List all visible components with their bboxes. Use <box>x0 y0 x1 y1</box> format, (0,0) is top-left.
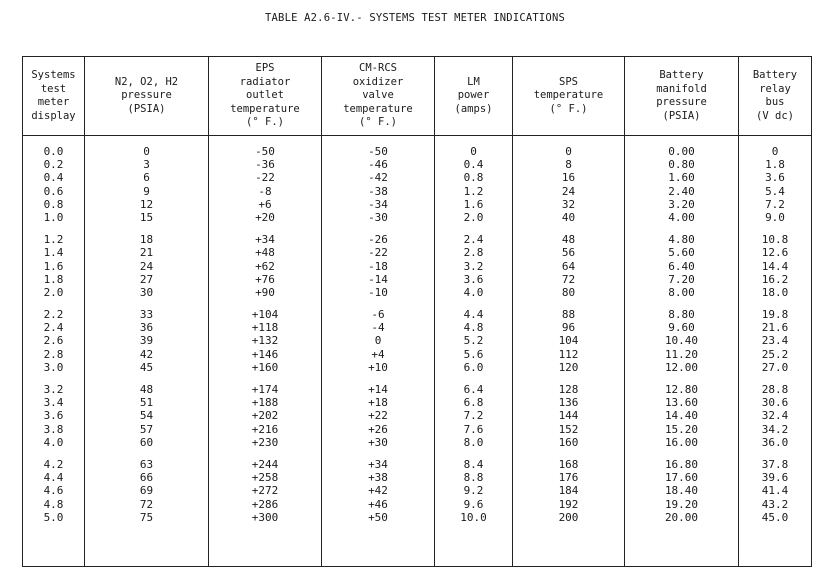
table-cell: -8 <box>258 184 272 198</box>
table-cell: 8.4 <box>463 457 484 471</box>
table-cell: 4.4 <box>43 471 64 485</box>
table-cell: 37.8 <box>761 457 789 471</box>
col-n2-o2-h2-pressure-values <box>85 136 209 567</box>
table-cell: +10 <box>368 360 388 374</box>
table-cell: 66 <box>139 471 154 485</box>
table-cell: 4.2 <box>43 457 64 471</box>
col-eps-radiator-outlet-temp-values <box>209 136 322 567</box>
header-line: (° F.) <box>549 102 588 115</box>
table-cell: 3.6 <box>765 171 785 185</box>
table-cell: 21 <box>139 246 154 260</box>
col-lm-power-header <box>435 57 513 136</box>
table-cell: 18.0 <box>761 285 789 299</box>
header-row <box>23 57 812 136</box>
table-cell: +38 <box>368 471 388 485</box>
table-cell: -42 <box>368 171 388 185</box>
table-cell: 4.80 <box>668 233 695 247</box>
table-cell: 2.40 <box>668 184 695 198</box>
header-line: CM-RCS <box>359 62 397 75</box>
table-cell: 1.2 <box>463 184 484 198</box>
table-cell: 9.2 <box>463 484 484 498</box>
table-cell: 51 <box>139 396 154 410</box>
table-cell: 4.0 <box>43 435 64 449</box>
header-line: SPS <box>559 75 578 88</box>
table-cell: 2.0 <box>463 210 484 224</box>
table-cell: 2.4 <box>43 321 64 335</box>
table-cell: 3.8 <box>43 422 64 436</box>
table-cell: 19.8 <box>761 308 789 322</box>
table-cell: 15.20 <box>664 422 699 436</box>
table-cell: 168 <box>558 457 579 471</box>
group-spacer <box>625 449 738 458</box>
table-cell: 10.40 <box>664 334 699 348</box>
table-cell: 9 <box>143 184 150 198</box>
table-cell: +34 <box>368 457 388 471</box>
table-cell: 23.4 <box>761 334 789 348</box>
table-cell: 54 <box>139 409 154 423</box>
group-spacer <box>322 299 434 308</box>
header-line: (PSIA) <box>662 109 701 122</box>
group-spacer <box>739 299 811 308</box>
table-cell: 33 <box>139 308 154 322</box>
table-cell: +62 <box>255 259 275 273</box>
group-spacer <box>85 299 208 308</box>
table-cell: 19.20 <box>664 497 699 511</box>
table-cell: -4 <box>371 321 385 335</box>
table-cell: 48 <box>561 233 576 247</box>
table-cell: 136 <box>558 396 579 410</box>
table-cell: 18.40 <box>664 484 699 498</box>
table-cell: -22 <box>255 171 275 185</box>
table-cell: 144 <box>558 409 579 423</box>
table-cell: +14 <box>368 383 388 396</box>
table-cell: 184 <box>558 484 579 498</box>
table-cell: -38 <box>368 184 388 198</box>
table-cell: 69 <box>139 484 154 498</box>
table-cell: 0.00 <box>668 145 695 158</box>
col-battery-relay-bus-header <box>739 57 812 136</box>
table-cell: 5.4 <box>765 184 785 198</box>
group-spacer <box>85 224 208 233</box>
header-line: (amps) <box>454 102 493 115</box>
table-cell: 4.4 <box>463 308 484 322</box>
table-cell: 9.0 <box>765 210 785 224</box>
table-cell: +18 <box>368 396 388 410</box>
table-cell: 2.4 <box>463 233 484 247</box>
table-cell: 24 <box>139 259 154 273</box>
table-cell: 13.60 <box>664 396 699 410</box>
col-systems-test-meter-display-header <box>23 57 85 136</box>
table-cell: 4.0 <box>463 285 484 299</box>
table-cell: 3.6 <box>463 272 484 286</box>
table-cell: +46 <box>368 497 388 511</box>
table-cell: 112 <box>558 347 579 361</box>
table-cell: 1.8 <box>43 272 64 286</box>
group-spacer <box>23 224 84 233</box>
table-cell: 32.4 <box>761 409 789 423</box>
table-cell: +216 <box>251 422 279 436</box>
table-cell: 12.00 <box>664 360 699 374</box>
table-cell: 5.6 <box>463 347 484 361</box>
table-cell: -14 <box>368 272 388 286</box>
header-line: (° F.) <box>359 116 397 129</box>
header-line: oxidizer <box>352 75 404 88</box>
table-cell: 36 <box>139 321 154 335</box>
table-cell: +286 <box>251 497 279 511</box>
table-cell: 8.80 <box>668 308 695 322</box>
table-cell: 6.4 <box>463 383 484 396</box>
table-cell: 4.8 <box>463 321 484 335</box>
table-cell: 5.60 <box>668 246 695 260</box>
table-cell: 0 <box>470 145 477 158</box>
table-cell: 45 <box>139 360 154 374</box>
table-cell: 0.0 <box>43 145 64 158</box>
table-cell: 0.4 <box>43 171 64 185</box>
table-cell: 24 <box>561 184 576 198</box>
table-cell: 2.6 <box>43 334 64 348</box>
table-cell: 0 <box>374 334 382 348</box>
table-cell: +4 <box>371 347 385 361</box>
table-cell: 0.6 <box>43 184 64 198</box>
table-cell: 1.6 <box>463 197 484 211</box>
table-cell: 96 <box>561 321 576 335</box>
table-cell: +90 <box>255 285 275 299</box>
group-spacer <box>209 449 321 458</box>
header-line: temperature <box>230 102 300 115</box>
table-cell: +20 <box>255 210 275 224</box>
table-cell: 8.8 <box>463 471 484 485</box>
header-line: Battery <box>659 69 704 81</box>
table-cell: 39.6 <box>761 471 789 485</box>
header-line: manifold <box>656 82 707 95</box>
table-cell: +42 <box>368 484 388 498</box>
table-cell: +26 <box>368 422 388 436</box>
table-cell: 12.80 <box>664 383 699 396</box>
header-line: pressure <box>656 96 707 108</box>
group-spacer <box>23 374 84 383</box>
header-line: display <box>31 109 76 122</box>
table-cell: +76 <box>255 272 275 286</box>
table-cell: 1.0 <box>43 210 64 224</box>
table-cell: 10.0 <box>460 510 487 524</box>
col-systems-test-meter-display-values <box>23 136 85 567</box>
table-cell: -50 <box>368 145 388 158</box>
table-cell: 30 <box>139 285 154 299</box>
col-battery-manifold-pressure-header <box>625 57 739 136</box>
table-cell: 88 <box>561 308 576 322</box>
table-cell: 17.60 <box>664 471 699 485</box>
table-cell: 3.0 <box>43 360 64 374</box>
table-cell: 41.4 <box>761 484 789 498</box>
table-cell: +300 <box>251 510 279 524</box>
table-cell: +146 <box>251 347 279 361</box>
group-spacer <box>209 374 321 383</box>
table-cell: 12 <box>139 197 154 211</box>
table-cell: 11.20 <box>664 347 699 361</box>
col-cm-rcs-oxidizer-valve-temp-values <box>322 136 435 567</box>
col-battery-relay-bus-values <box>739 136 812 567</box>
header-line: (° F.) <box>246 116 284 129</box>
table-cell: 16.00 <box>664 435 699 449</box>
table-cell: 1.2 <box>43 233 64 247</box>
table-cell: 0 <box>143 145 150 158</box>
table-cell: 2.2 <box>43 308 64 322</box>
header-line: relay <box>759 82 791 95</box>
header-line: radiator <box>239 75 291 88</box>
table-cell: +244 <box>251 457 279 471</box>
table-cell: 0.80 <box>668 158 695 172</box>
table-cell: 57 <box>139 422 154 436</box>
table-cell: 27.0 <box>761 360 789 374</box>
table-cell: -30 <box>368 210 388 224</box>
group-spacer <box>435 224 512 233</box>
table-cell: 8.0 <box>463 435 484 449</box>
group-spacer <box>322 374 434 383</box>
group-spacer <box>739 449 811 458</box>
table-cell: 120 <box>558 360 579 374</box>
table-cell: 12.6 <box>761 246 789 260</box>
header-line: Systems <box>31 69 76 81</box>
group-spacer <box>435 449 512 458</box>
table-cell: 20.00 <box>664 510 699 524</box>
group-spacer <box>85 374 208 383</box>
table-cell: 104 <box>558 334 579 348</box>
table-cell: -22 <box>368 246 388 260</box>
group-spacer <box>625 299 738 308</box>
table-cell: 64 <box>561 259 576 273</box>
table-cell: 4.8 <box>43 497 64 511</box>
table-cell: 30.6 <box>761 396 789 410</box>
group-spacer <box>435 374 512 383</box>
header-line: test <box>40 82 67 95</box>
col-battery-manifold-pressure-values <box>625 136 739 567</box>
group-spacer <box>209 224 321 233</box>
table-cell: 16.80 <box>664 457 699 471</box>
table-cell: 1.8 <box>765 158 785 172</box>
header-line: Battery <box>752 69 798 81</box>
header-line: EPS <box>255 62 275 75</box>
table-cell: 160 <box>558 435 579 449</box>
table-cell: 75 <box>139 510 154 524</box>
table-cell: +118 <box>251 321 279 335</box>
table-cell: 7.6 <box>463 422 484 436</box>
table-cell: 16 <box>561 171 576 185</box>
table-cell: 1.6 <box>43 259 64 273</box>
table-cell: 28.8 <box>761 383 789 396</box>
col-sps-temperature-values <box>513 136 625 567</box>
table-cell: -50 <box>255 145 275 158</box>
table-cell: 40 <box>561 210 576 224</box>
table-cell: 0.2 <box>43 158 64 172</box>
table-cell: 4.6 <box>43 484 64 498</box>
table-cell: +34 <box>255 233 275 247</box>
table-cell: 6.8 <box>463 396 484 410</box>
header-line: N2, O2, H2 <box>114 75 179 88</box>
table-cell: +48 <box>255 246 275 260</box>
table-cell: +160 <box>251 360 279 374</box>
header-line: temperature <box>533 89 604 102</box>
table-cell: +174 <box>251 383 279 396</box>
header-line: valve <box>362 89 394 102</box>
table-cell: +50 <box>368 510 388 524</box>
table-cell: 3.20 <box>668 197 695 211</box>
table-cell: 8.00 <box>668 285 695 299</box>
table-cell: 72 <box>139 497 154 511</box>
header-line: meter <box>37 96 70 108</box>
col-eps-radiator-outlet-temp-header <box>209 57 322 136</box>
table-cell: -34 <box>368 197 388 211</box>
header-line: bus <box>765 96 785 108</box>
table-cell: 176 <box>558 471 579 485</box>
table-cell: -18 <box>368 259 388 273</box>
table-cell: 43.2 <box>761 497 789 511</box>
group-spacer <box>209 299 321 308</box>
table-cell: 80 <box>561 285 576 299</box>
table-cell: 60 <box>139 435 154 449</box>
table-cell: -26 <box>368 233 388 247</box>
meter-indications-table <box>22 56 812 567</box>
table-cell: 5.2 <box>463 334 484 348</box>
table-cell: 4.00 <box>668 210 695 224</box>
group-spacer <box>513 374 624 383</box>
group-spacer <box>322 224 434 233</box>
table-cell: 48 <box>139 383 154 396</box>
table-cell: 8 <box>565 158 572 172</box>
table-cell: 3.2 <box>43 383 64 396</box>
table-cell: -6 <box>371 308 385 322</box>
table-cell: 7.20 <box>668 272 695 286</box>
table-cell: 5.0 <box>43 510 64 524</box>
table-cell: 3.6 <box>43 409 64 423</box>
header-line: power <box>457 89 490 102</box>
table-cell: 56 <box>561 246 576 260</box>
group-spacer <box>85 449 208 458</box>
table-cell: 10.8 <box>761 233 789 247</box>
table-cell: 3 <box>143 158 150 172</box>
group-spacer <box>513 449 624 458</box>
table-cell: 34.2 <box>761 422 789 436</box>
table-cell: 16.2 <box>761 272 789 286</box>
table-cell: 0.8 <box>43 197 64 211</box>
group-spacer <box>739 374 811 383</box>
table-cell: -46 <box>368 158 388 172</box>
table-cell: 0 <box>771 145 779 158</box>
col-sps-temperature-header <box>513 57 625 136</box>
table-cell: 1.60 <box>668 171 695 185</box>
group-spacer <box>23 299 84 308</box>
table-cell: 72 <box>561 272 576 286</box>
table-cell: 9.60 <box>668 321 695 335</box>
table-cell: 2.8 <box>463 246 484 260</box>
table-cell: 0.8 <box>463 171 484 185</box>
header-line: LM <box>467 75 480 88</box>
group-spacer <box>625 224 738 233</box>
col-lm-power-values <box>435 136 513 567</box>
table-cell: 42 <box>139 347 154 361</box>
header-line: outlet <box>246 89 284 102</box>
header-line: temperature <box>343 102 413 115</box>
table-cell: -10 <box>368 285 388 299</box>
table-cell: 2.0 <box>43 285 64 299</box>
table-cell: 9.6 <box>463 497 484 511</box>
col-cm-rcs-oxidizer-valve-temp-header <box>322 57 435 136</box>
table-cell: 7.2 <box>463 409 484 423</box>
table-cell: 0.4 <box>463 158 484 172</box>
data-body-row <box>23 136 812 567</box>
group-spacer <box>322 449 434 458</box>
table-cell: 1.4 <box>43 246 64 260</box>
table-cell: 21.6 <box>761 321 789 335</box>
table-cell: 45.0 <box>761 510 789 524</box>
table-cell: +258 <box>251 471 279 485</box>
table-cell: 14.4 <box>761 259 789 273</box>
table-cell: 63 <box>139 457 154 471</box>
group-spacer <box>625 374 738 383</box>
table-cell: 0 <box>565 145 572 158</box>
table-cell: 27 <box>139 272 154 286</box>
group-spacer <box>23 449 84 458</box>
table-cell: 7.2 <box>765 197 785 211</box>
table-cell: 18 <box>139 233 154 247</box>
table-cell: +30 <box>368 435 388 449</box>
table-cell: +6 <box>258 197 272 211</box>
table-cell: +104 <box>251 308 279 322</box>
table-cell: 3.2 <box>463 259 484 273</box>
table-cell: +272 <box>251 484 279 498</box>
table-cell: +202 <box>251 409 279 423</box>
table-cell: 6 <box>143 171 150 185</box>
header-line: pressure <box>121 89 172 102</box>
group-spacer <box>739 224 811 233</box>
table-cell: +230 <box>251 435 279 449</box>
table-cell: 3.4 <box>43 396 64 410</box>
table-cell: 14.40 <box>664 409 699 423</box>
table-title: TABLE A2.6-IV.- SYSTEMS TEST METER INDICATIONS <box>265 12 565 24</box>
table-cell: 200 <box>558 510 579 524</box>
table-cell: +22 <box>368 409 388 423</box>
header-line: (PSIA) <box>127 102 166 115</box>
header-line: (V dc) <box>756 109 794 122</box>
table-cell: 192 <box>558 497 579 511</box>
table-cell: -36 <box>255 158 275 172</box>
col-n2-o2-h2-pressure-header <box>85 57 209 136</box>
table-cell: 15 <box>139 210 154 224</box>
table-cell: 2.8 <box>43 347 64 361</box>
group-spacer <box>513 224 624 233</box>
table-cell: 32 <box>561 197 576 211</box>
table-cell: 25.2 <box>761 347 789 361</box>
table-cell: 6.40 <box>668 259 695 273</box>
table-cell: 128 <box>558 383 579 396</box>
group-spacer <box>513 299 624 308</box>
table-cell: 39 <box>139 334 154 348</box>
table-cell: +132 <box>251 334 279 348</box>
group-spacer <box>435 299 512 308</box>
table-cell: 152 <box>558 422 579 436</box>
table-cell: +188 <box>251 396 279 410</box>
table-cell: 6.0 <box>463 360 484 374</box>
table-cell: 36.0 <box>761 435 789 449</box>
